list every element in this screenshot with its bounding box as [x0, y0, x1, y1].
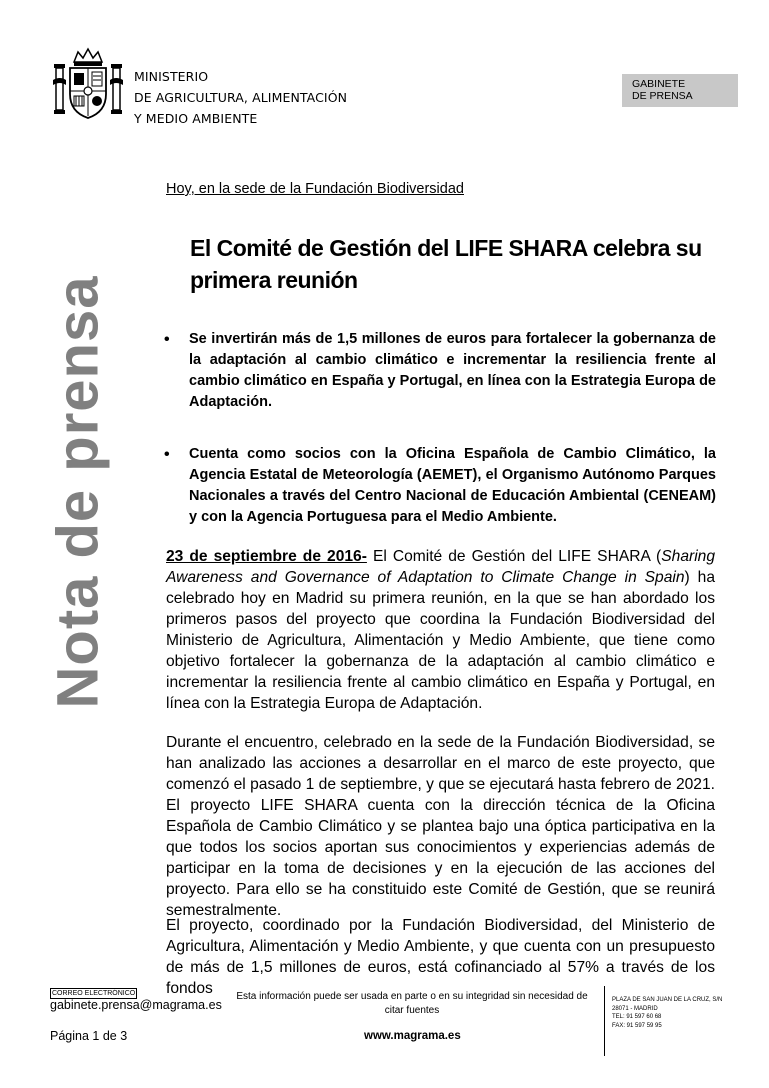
paragraph-text: ) ha celebrado hoy en Madrid su primera reunión, en la que se han abordado los primeros pasos del proyecto que coordina la Fundación Biodiversidad del Ministerio de Agricultura, Alimentación y Medio Ambiente, que tiene como objetivo fortalecer la gobernanza de la adaptación al cambio climático e incrementar la resiliencia frente al cambio climático en España y Portugal, en línea con la Estrategia Europa de Adaptación.	[166, 569, 715, 712]
address-line: TEL: 91 597 60 68	[612, 1014, 662, 1020]
website-link[interactable]: www.magrama.es	[364, 1030, 461, 1042]
project-full-name: Sharing Awareness and Governance of Adaptation to Climate Change in Spain	[166, 548, 715, 586]
email-link[interactable]: gabinete.prensa@magrama.es	[50, 998, 222, 1012]
highlight-bullet	[164, 329, 716, 413]
press-office-box	[622, 74, 738, 107]
address-line: FAX: 91 597 59 95	[612, 1022, 662, 1029]
kicker: Hoy, en la sede de la Fundación Biodiversidad	[166, 181, 464, 197]
address-line: 28071 - MADRID	[612, 1005, 658, 1012]
highlight-bullet	[164, 444, 716, 528]
email-label: CORREO ELECTRÓNICO	[52, 990, 136, 997]
body-paragraph: El proyecto, coordinado por la Fundación Biodiversidad, del Ministerio de Agricultura, Alimentación y Medio Ambiente, y que cuenta con un presupuesto de más de 1,5 millones de euros, está cofinanciado al 57% a través de los fondos	[166, 917, 715, 997]
ministry-line: MINISTERIO	[134, 69, 209, 84]
body-paragraph: Durante el encuentro, celebrado en la sede de la Fundación Biodiversidad, se han analizado las acciones a desarrollar en el marco de este proyecto, que comenzó el pasado 1 de septiembre, y que se ejecutará hasta febrero de 2021. El proyecto LIFE SHARA cuenta con la dirección técnica de la Oficina Española de Cambio Climático y se plantea bajo una óptica participativa en la que todos los socios aportan sus conocimientos y experiencias además de participar en la toma de decisiones y en la ejecución de las acciones del proyecto. Para ello se ha constituido este Comité de Gestión, que se reunirá semestralmente.	[166, 734, 715, 919]
address-block	[612, 996, 722, 1030]
usage-disclaimer: Esta información puede ser usada en parte o en su integridad sin necesidad de citar fuentes	[236, 991, 588, 1016]
address-line: PLAZA DE SAN JUAN DE LA CRUZ, S/N	[612, 997, 723, 1003]
ministry-name	[134, 66, 347, 129]
side-title-text: Nota de prensa	[45, 275, 111, 709]
ministry-line: Y MEDIO AMBIENTE	[134, 111, 258, 126]
body-paragraph	[166, 546, 715, 714]
press-office-line: DE PRENSA	[632, 90, 693, 102]
headline: El Comité de Gestión del LIFE SHARA celebra su primera reunión	[190, 235, 702, 293]
page-number: Página 1 de 3	[50, 1029, 128, 1043]
footer-divider	[604, 986, 605, 1056]
bullet-text: Se invertirán más de 1,5 millones de euros para fortalecer la gobernanza de la adaptación al cambio climático e incrementar la resiliencia frente al cambio climático en España y Portugal, en línea con la Estrategia Europa de Adaptación.	[189, 331, 716, 410]
ministry-line: DE AGRICULTURA, ALIMENTACIÓN	[134, 90, 348, 105]
bullet-icon: •	[164, 331, 170, 348]
coat-of-arms-icon	[52, 46, 124, 122]
side-title	[45, 275, 111, 709]
bullet-icon: •	[164, 446, 170, 463]
dateline: 23 de septiembre de 2016-	[166, 548, 367, 565]
paragraph-text: El Comité de Gestión del LIFE SHARA (	[366, 548, 662, 565]
bullet-text: Cuenta como socios con la Oficina Española de Cambio Climático, la Agencia Estatal de Meteorología (AEMET), el Organismo Autónomo Parques Nacionales a través del Centro Nacional de Educación Ambiental (CENEAM) y con la Agencia Portuguesa para el Medio Ambiente.	[189, 446, 716, 525]
press-office-line: GABINETE	[632, 78, 686, 90]
